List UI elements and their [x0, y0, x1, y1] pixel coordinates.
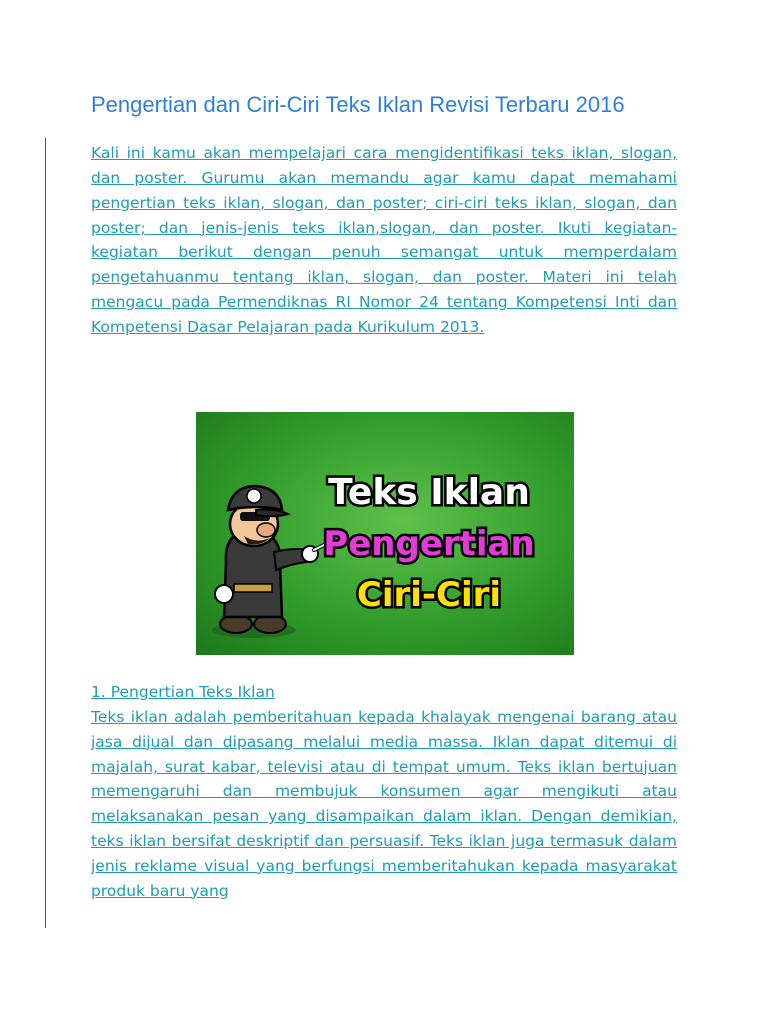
- banner-title: Teks Iklan: [328, 472, 530, 513]
- section-1-heading[interactable]: 1. Pengertian Teks Iklan: [91, 683, 275, 701]
- section-1: [91, 680, 677, 930]
- intro-paragraph[interactable]: Kali ini kamu akan mempelajari cara mengidentifikasi teks iklan, slogan, dan poster. Gurumu akan memandu agar kamu dapat memahami pengertian teks iklan, slogan, dan poster; ciri-ciri teks iklan, slogan, dan poster; dan jenis-jenis teks iklan,slogan, dan poster. Ikuti kegiatan-kegiatan berikut dengan penuh semangat untuk memperdalam pengetahuanmu tentang iklan, slogan, dan poster. Materi ini telah mengacu pada Permendiknas RI Nomor 24 tentang Kompetensi Inti dan Kompetensi Dasar Pelajaran pada Kurikulum 2013.: [91, 144, 677, 336]
- banner-subtitle-ciri: Ciri-Ciri: [356, 575, 502, 615]
- character-nose: [257, 523, 275, 537]
- character-cap-badge: [247, 489, 261, 503]
- character-glove-left: [215, 585, 233, 603]
- character-belt: [234, 584, 272, 592]
- section-1-body[interactable]: Teks iklan adalah pemberitahuan kepada khalayak mengenai barang atau jasa dijual dan dipasang melalui media massa. Iklan dapat ditemui di majalah, surat kabar, televisi atau di tempat umum. Teks iklan bertujuan memengaruhi dan membujuk konsumen agar mengikuti atau melaksanakan pesan yang disampaikan dalam iklan. Dengan demikian, teks iklan bersifat deskriptif dan persuasif. Teks iklan juga termasuk dalam jenis reklame visual yang berfungsi memberitahukan kepada masyarakat produk baru yang: [91, 707, 677, 900]
- banner-subtitle-pengertian: Pengertian: [323, 524, 535, 564]
- banner-image: [196, 412, 574, 655]
- page-title: Pengertian dan Ciri-Ciri Teks Iklan Revisi Terbaru 2016: [91, 92, 625, 117]
- page-margin-line: [45, 138, 46, 928]
